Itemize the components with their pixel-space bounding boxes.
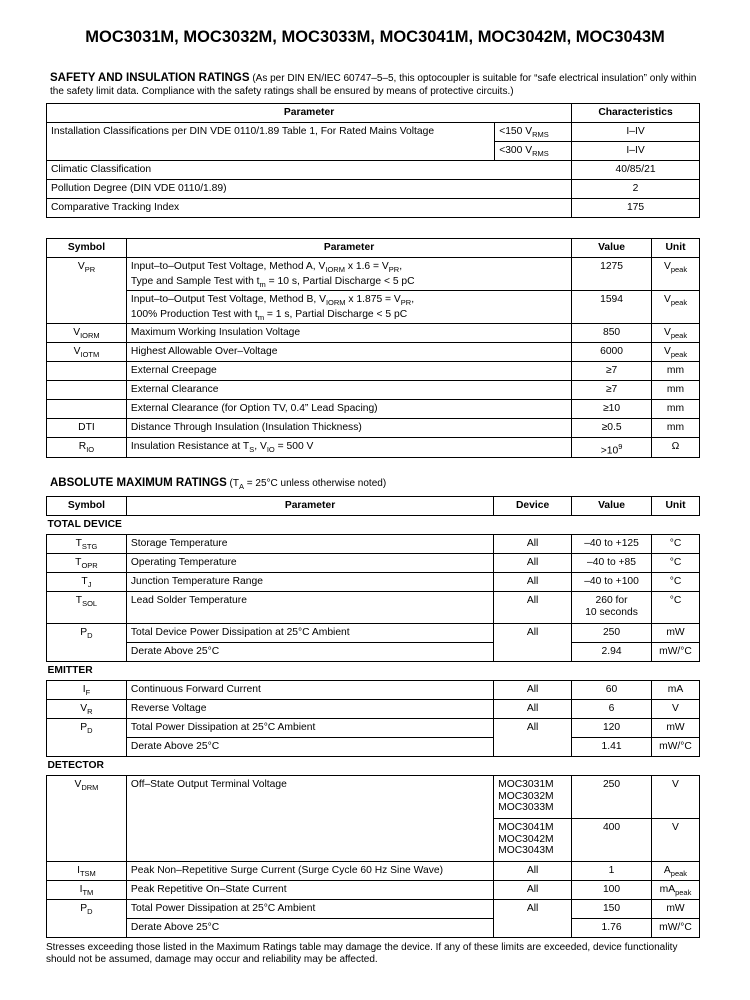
insulation-ratings-table [46, 238, 700, 458]
value-cell: 1594 [572, 291, 652, 324]
value-cell: 1.41 [572, 738, 652, 757]
condition-cell: <150 $V_{RMS}$ [495, 123, 572, 142]
symbol-vpr: $V_{PR}$ [47, 258, 127, 324]
symbol-vdrm: $V_{DRM}$ [47, 776, 127, 862]
device-cell: All [494, 554, 572, 573]
value-cell: ≥7 [572, 381, 652, 400]
param-cell: External Clearance (for Option TV, 0.4” Lead Spacing) [126, 400, 571, 419]
table-row [47, 881, 700, 900]
installation-label: Installation Classifications per DIN VDE 0110/1.89 Table 1, For Rated Mains Voltage [47, 123, 495, 161]
param-cell: Derate Above 25°C [126, 738, 493, 757]
table-row [47, 900, 700, 919]
table-row [47, 438, 700, 458]
unit-cell: mm [652, 419, 700, 438]
absmax-heading-block [50, 477, 700, 493]
symbol-empty [47, 381, 127, 400]
symbol-viotm: $V_{IOTM}$ [47, 343, 127, 362]
table-row [47, 343, 700, 362]
value-cell: 6000 [572, 343, 652, 362]
param-cell: Operating Temperature [126, 554, 493, 573]
value-cell: 260 for 10 seconds [572, 592, 652, 624]
unit-cell: mW/°C [651, 643, 699, 662]
param-cell: Input–to–Output Test Voltage, Method B, $V_{IORM}$ x $1.875 = V_{PR}$, 100% Production Test with $t_m = 1$ s, Partial Discharge < 5 pC [126, 291, 571, 324]
param-cell: Off–State Output Terminal Voltage [126, 776, 493, 862]
table-row [47, 776, 700, 819]
device-cell: All [494, 862, 572, 881]
param-cell: External Creepage [126, 362, 571, 381]
param-cell: Total Power Dissipation at 25°C Ambient [126, 719, 493, 738]
unit-cell: mm [652, 362, 700, 381]
table-row [47, 123, 700, 142]
value-cell: 850 [572, 324, 652, 343]
table-row [47, 643, 700, 662]
param-cell: Distance Through Insulation (Insulation Thickness) [126, 419, 571, 438]
symbol-pd: $P_D$ [47, 900, 127, 938]
unit-cell: °C [651, 535, 699, 554]
param-cell: Maximum Working Insulation Voltage [126, 324, 571, 343]
param-cell: Comparative Tracking Index [47, 199, 572, 218]
value-cell: ≥0.5 [572, 419, 652, 438]
absolute-maximum-ratings-table [46, 496, 700, 938]
value-cell: –40 to +125 [572, 535, 652, 554]
table-row [47, 738, 700, 757]
symbol-empty [47, 362, 127, 381]
param-cell: Input–to–Output Test Voltage, Method A, $V_{IORM}$ x $1.6 = V_{PR}$, Type and Sample Test with $t_m = 10$ s, Partial Discharge < 5 pC [126, 258, 571, 291]
table-row [47, 258, 700, 291]
value-cell: I–IV [572, 142, 700, 161]
col-header-unit: Unit [651, 497, 699, 516]
table-row [47, 324, 700, 343]
table-row [47, 400, 700, 419]
table-row [47, 573, 700, 592]
symbol-pd: $P_D$ [47, 624, 127, 662]
table-row [47, 362, 700, 381]
table-row [47, 919, 700, 938]
value-cell: $>10^9$ [572, 438, 652, 458]
param-cell: Total Device Power Dissipation at 25°C Ambient [126, 624, 493, 643]
symbol-itm: $I_{TM}$ [47, 881, 127, 900]
unit-cell: mm [652, 400, 700, 419]
table-row [47, 535, 700, 554]
param-cell: Total Power Dissipation at 25°C Ambient [126, 900, 493, 919]
col-header-value: Value [572, 239, 652, 258]
value-cell: 120 [572, 719, 652, 738]
param-cell: Derate Above 25°C [126, 919, 493, 938]
unit-cell: V [651, 700, 699, 719]
device-cell: All [494, 881, 572, 900]
value-cell: 1 [572, 862, 652, 881]
value-cell: 40/85/21 [572, 161, 700, 180]
group-detector: DETECTOR [47, 757, 700, 776]
device-cell: All [494, 700, 572, 719]
symbol-topr: $T_{OPR}$ [47, 554, 127, 573]
param-cell: Pollution Degree (DIN VDE 0110/1.89) [47, 180, 572, 199]
safety-heading: SAFETY AND INSULATION RATINGS [50, 72, 250, 84]
symbol-viorm: $V_{IORM}$ [47, 324, 127, 343]
device-cell: MOC3031M MOC3032M MOC3033M [494, 776, 572, 819]
unit-cell: °C [651, 573, 699, 592]
param-cell: Peak Repetitive On–State Current [126, 881, 493, 900]
col-header-parameter: Parameter [47, 104, 572, 123]
col-header-device: Device [494, 497, 572, 516]
unit-cell: $V_{peak}$ [652, 324, 700, 343]
symbol-vr: $V_R$ [47, 700, 127, 719]
symbol-if: $I_F$ [47, 681, 127, 700]
value-cell: 60 [572, 681, 652, 700]
unit-cell: $V_{peak}$ [652, 343, 700, 362]
unit-cell: °C [651, 592, 699, 624]
symbol-dti: DTI [47, 419, 127, 438]
value-cell: 100 [572, 881, 652, 900]
device-cell: All [494, 719, 572, 757]
unit-cell: Ω [652, 438, 700, 458]
table-row [47, 592, 700, 624]
safety-ratings-table [46, 103, 700, 218]
unit-cell: $A_{peak}$ [651, 862, 699, 881]
absmax-note: ($T_A = 25^\circ C$ unless otherwise noted) [229, 478, 387, 491]
param-cell: Peak Non–Repetitive Surge Current (Surge Cycle 60 Hz Sine Wave) [126, 862, 493, 881]
col-header-unit: Unit [652, 239, 700, 258]
value-cell: 2 [572, 180, 700, 199]
device-cell: All [494, 900, 572, 938]
unit-cell: $mA_{peak}$ [651, 881, 699, 900]
unit-cell: $V_{peak}$ [652, 258, 700, 291]
device-cell: All [494, 535, 572, 554]
value-cell: 1275 [572, 258, 652, 291]
table-row [47, 681, 700, 700]
unit-cell: V [651, 776, 699, 819]
device-cell: All [494, 592, 572, 624]
col-header-symbol: Symbol [47, 497, 127, 516]
unit-cell: mm [652, 381, 700, 400]
symbol-itsm: $I_{TSM}$ [47, 862, 127, 881]
param-cell: Climatic Classification [47, 161, 572, 180]
safety-heading-block [50, 72, 700, 98]
value-cell: 250 [572, 624, 652, 643]
param-cell: Lead Solder Temperature [126, 592, 493, 624]
page-title: MOC3031M, MOC3032M, MOC3033M, MOC3041M, MOC3042M, MOC3043M [85, 28, 665, 46]
unit-cell: mA [651, 681, 699, 700]
table-row [47, 381, 700, 400]
value-cell: 6 [572, 700, 652, 719]
unit-cell: V [651, 819, 699, 862]
param-cell: Insulation Resistance at $T_S$, $V_{IO} = 500$ V [126, 438, 571, 458]
param-cell: Derate Above 25°C [126, 643, 493, 662]
device-cell: All [494, 681, 572, 700]
symbol-tsol: $T_{SOL}$ [47, 592, 127, 624]
value-cell: –40 to +100 [572, 573, 652, 592]
value-cell: 150 [572, 900, 652, 919]
value-cell: I–IV [572, 123, 700, 142]
value-cell: 400 [572, 819, 652, 862]
param-cell: Storage Temperature [126, 535, 493, 554]
col-header-parameter: Parameter [126, 239, 571, 258]
value-cell: 2.94 [572, 643, 652, 662]
table-row [47, 719, 700, 738]
unit-cell: mW [651, 900, 699, 919]
device-cell: All [494, 624, 572, 662]
table-row [47, 700, 700, 719]
absmax-heading: ABSOLUTE MAXIMUM RATINGS [50, 477, 227, 489]
value-cell: ≥10 [572, 400, 652, 419]
table-row [47, 291, 700, 324]
unit-cell: mW [651, 719, 699, 738]
safety-note: (As per DIN EN/IEC 60747–5–5, this optocoupler is suitable for “safe electrical insulation” only within the safety limit data. Compliance with the safety ratings shall be ensured by means of protective circuits.) [50, 73, 697, 97]
symbol-pd: $P_D$ [47, 719, 127, 757]
table-row [47, 419, 700, 438]
table-row [47, 161, 700, 180]
table-row [47, 180, 700, 199]
condition-cell: <300 $V_{RMS}$ [495, 142, 572, 161]
symbol-empty [47, 400, 127, 419]
table-row [47, 862, 700, 881]
unit-cell: mW/°C [651, 738, 699, 757]
col-header-parameter: Parameter [126, 497, 493, 516]
param-cell: External Clearance [126, 381, 571, 400]
param-cell: Reverse Voltage [126, 700, 493, 719]
param-cell: Highest Allowable Over–Voltage [126, 343, 571, 362]
group-emitter: EMITTER [47, 662, 700, 681]
device-cell: All [494, 573, 572, 592]
group-total-device: TOTAL DEVICE [47, 516, 700, 535]
unit-cell: mW [651, 624, 699, 643]
param-cell: Continuous Forward Current [126, 681, 493, 700]
col-header-symbol: Symbol [47, 239, 127, 258]
value-cell: 250 [572, 776, 652, 819]
value-cell: 175 [572, 199, 700, 218]
table-row [47, 554, 700, 573]
table-row [47, 624, 700, 643]
footnote: Stresses exceeding those listed in the Maximum Ratings table may damage the device. If any of these limits are exceeded, device functionality should not be assumed, damage may occur and reliability may be affected. [46, 942, 678, 965]
device-cell: MOC3041M MOC3042M MOC3043M [494, 819, 572, 862]
unit-cell: $V_{peak}$ [652, 291, 700, 324]
unit-cell: °C [651, 554, 699, 573]
table-row [47, 199, 700, 218]
value-cell: –40 to +85 [572, 554, 652, 573]
unit-cell: mW/°C [651, 919, 699, 938]
symbol-tstg: $T_{STG}$ [47, 535, 127, 554]
symbol-tj: $T_J$ [47, 573, 127, 592]
col-header-value: Value [572, 497, 652, 516]
param-cell: Junction Temperature Range [126, 573, 493, 592]
symbol-rio: $R_{IO}$ [47, 438, 127, 458]
value-cell: 1.76 [572, 919, 652, 938]
col-header-characteristics: Characteristics [572, 104, 700, 123]
value-cell: ≥7 [572, 362, 652, 381]
